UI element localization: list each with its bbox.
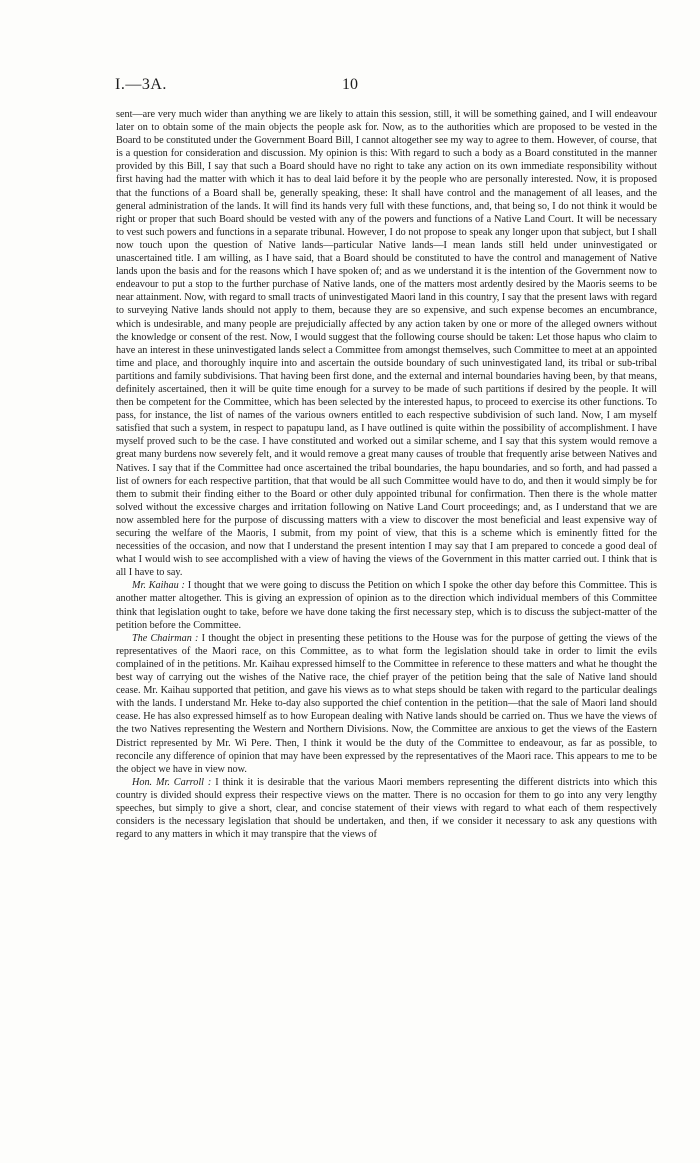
- paragraph-text: I thought that we were going to discuss the Petition on which I spoke the other day before this Committee. This is another matter altogether. This is giving an expression of opinion as to the direction which individual members of this Committee think that legislation ought to take, before we have done taking the first necessary step, which is to discuss the subject-matter of the petition before the Committee.: [116, 580, 657, 631]
- page-body: [116, 108, 657, 841]
- speaker-name: The Chairman :: [132, 632, 199, 644]
- speaker-name: Mr. Kaihau :: [132, 580, 185, 592]
- page-number: 10: [342, 76, 358, 93]
- paragraph: [116, 776, 657, 841]
- paragraph-text: I think it is desirable that the various Maori members representing the different districts into which this country is divided should express their respective views on the matter. There is no occasion for them to go into any very lengthy speeches, but simply to give a short, clear, and concise statement of their views with regard to what each of them respectively considers is the necessary legislation that should be undertaken, and then, if we consider it necessary to ask any questions with regard to any matters in which it may transpire that the views of: [116, 776, 658, 841]
- speaker-name: Hon. Mr. Carroll :: [132, 776, 212, 788]
- paragraph: [116, 632, 657, 776]
- paragraph-text: I thought the object in presenting these petitions to the House was for the purpose of getting the views of the representatives of the Maori race, on this Committee, as to what form the legislation should take in order to limit the evils complained of in the petitions. Mr. Kaihau expressed himself to the Committee in reference to these matters and what he thought the best way of carrying out the wishes of the Native race, the chief prayer of the petition being that the sale of Native land should cease. Mr. Kaihau supported that petition, and gave his views as to what steps should be taken with regard to the particular dealings with the lands. I understand Mr. Heke to-day also supported the chief contention in the petition—that the sale of Maori land should cease. He has also expressed himself as to how European dealing with Native lands should be carried on. Thus we have the views of the two Natives representing the Western and Northern Divisions. Now, the Committee are anxious to get the views of the Eastern District represented by Mr. Wi Pere. Then, I think it would be the duty of the Committee to endeavour, as far as possible, to reconcile any difference of opinion that may have been expressed by the representatives of the Maori race. This appears to me to be the object we have in view now.: [116, 632, 657, 775]
- page-reference: I.—3A.: [115, 76, 167, 93]
- paragraph: [116, 579, 657, 631]
- paragraph: [116, 108, 657, 579]
- paragraph-text: sent—are very much wider than anything we are likely to attain this session, still, it will be something gained, and I will endeavour later on to obtain some of the main objects the people ask for. Now, as to the authorities which are proposed to be vested in the Board to be constituted under the Government Board Bill, I cannot altogether see my way to agree to them. However, of course, that is a question for consideration and discussion. My opinion is this: With regard to such a body as a Board constituted in the manner provided by this Bill, I say that such a Board should have no right to take any action on its own immediate responsibility without first having had the matter with which it has to deal laid before it by the people who are personally interested. Now, it is proposed that the functions of a Board shall be, generally speaking, these: It shall have control and the management of all leases, and the general administration of the lands. It will find its hands very full with these functions, and, that being so, I do not think it would be right or proper that such Board should be vested with any of the powers and functions of a Native Land Court. It will be necessary to vest such powers and functions in a separate tribunal. However, I do not propose to speak any longer upon that subject, but I shall now touch upon the question of Native lands—particular Native lands—I mean lands still held under uninvestigated or unascertained title. I am willing, as I have said, that a Board should be constituted to have the control and management of Native lands upon the basis and for the reasons which I have spoken of; and as we understand it is the intention of the Government now to endeavour to put a stop to the further purchase of Native lands, one of the matters most ardently desired by the Maoris seems to be near attainment. Now, with regard to small tracts of uninvestigated Maori land in this country, I say that the present laws with regard to surveying Native lands should not apply to them, because they are so expensive, and such expense becomes an encumbrance, which is undesirable, and many people are prejudicially affected by any action taken by one or more of the alleged owners without the knowledge or consent of the rest. Now, I would suggest that the following course should be taken: Let those hapus who claim to have an interest in these uninvestigated lands select a Committee from amongst themselves, such Committee to meet at an appointed time and place, and thoroughly inquire into and ascertain the outside boundary of such uninvestigated land, its tribal or sub-tribal partitions and family subdivisions. That having been first done, and the external and internal boundaries having been, by that means, definitely ascertained, then it will be quite time enough for a survey to be made of such partitions if desired by the people. It will then be competent for the Committee, which has been selected by the interested hapus, to proceed to exercise its other functions. To pass, for instance, the list of names of the various owners entitled to each respective subdivision of such land. Now, I am myself satisfied that such a system, in respect to papatupu land, as I have outlined is quite within the possibility of accomplishment. I have myself proved such to be the case. I have constituted and worked out a similar scheme, and I say that this system would remove a great many burdens now severely felt, and it would remove a great many causes of trouble that frequently arise between Natives and Natives. I say that if the Committee had once ascertained the tribal boundaries, the hapu boundaries, and so forth, and had passed a list of owners for each respective partition, that that would be all such Committee would have to do, and then it would simply be for them to submit their finding either to the Board or other duly appointed tribunal for confirmation. Then there is the whole matter solved without the excessive charges and irritation following on Native Land Court proceedings; and, as I understand that we are now assembled here for the purpose of discussing matters with a view to discover the most beneficial and least expensive way of securing the welfare of the Maoris, I submit, from my point of view, that this is a scheme which is eminently fitted for the necessities of the occasion, and now that I understand the present intention I may say that I am prepared to concede a good deal of what I would wish to see accomplished with a view of having the views of the Government in this matter carried out. I think that is all I have to say.: [116, 109, 657, 579]
